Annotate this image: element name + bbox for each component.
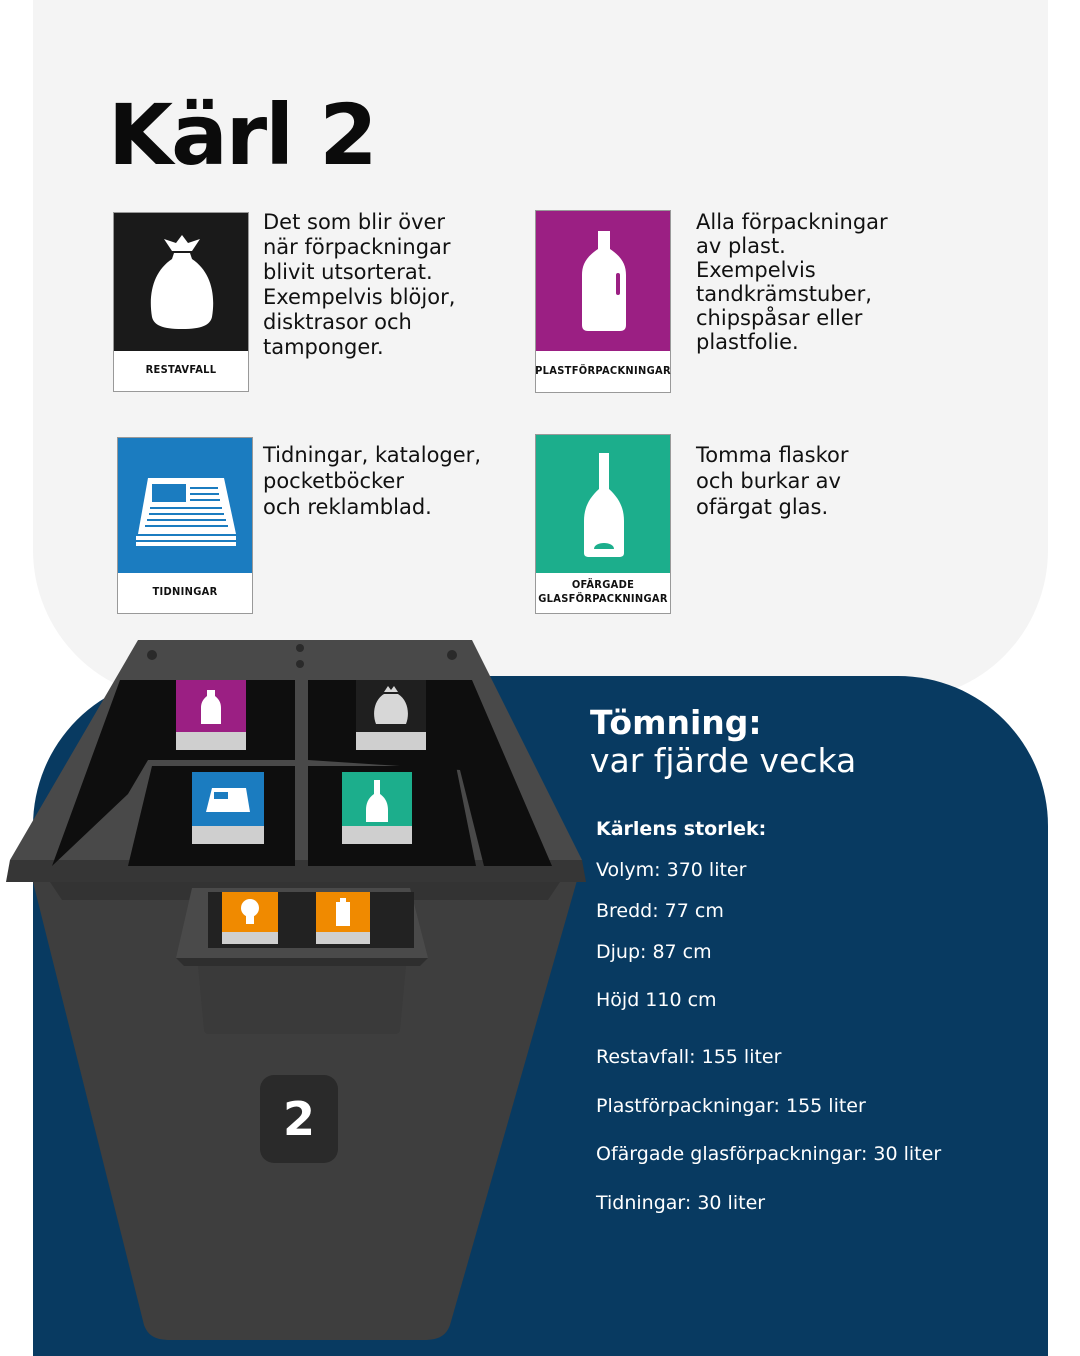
- sign-label: OFÄRGADE GLASFÖRPACKNINGAR: [538, 578, 668, 605]
- sign-plastforpackningar: [535, 210, 671, 393]
- trash-bag-icon: [114, 213, 248, 351]
- sign-label: TIDNINGAR: [152, 585, 218, 598]
- capacity-restavfall: Restavfall: 155 liter: [596, 1046, 782, 1068]
- newspaper-icon: [118, 438, 252, 573]
- bin-number: 2: [282, 1092, 315, 1146]
- sign-label: RESTAVFALL: [145, 363, 217, 376]
- size-heading: Kärlens storlek:: [596, 818, 767, 840]
- emptying-frequency: var fjärde vecka: [590, 741, 857, 780]
- emptying-heading: [590, 704, 856, 780]
- description-tidningar: Tidningar, kataloger, pocketböcker och reklamblad.: [263, 443, 481, 519]
- capacity-plastforpackningar: Plastförpackningar: 155 liter: [596, 1095, 866, 1117]
- sign-tidningar: [117, 437, 253, 614]
- emptying-title: Tömning:: [590, 703, 762, 742]
- size-depth: Djup: 87 cm: [596, 941, 712, 963]
- description-restavfall: Det som blir över när förpackningar blivit utsorterat. Exempelvis blöjor, disktrasor och tamponger.: [263, 210, 456, 359]
- size-height: Höjd 110 cm: [596, 989, 717, 1011]
- description-plastforpackningar: Alla förpackningar av plast. Exempelvis tandkrämstuber, chipspåsar eller plastfolie.: [696, 210, 888, 354]
- capacity-ofargade-glas: Ofärgade glasförpackningar: 30 liter: [596, 1143, 942, 1165]
- capacity-tidningar: Tidningar: 30 liter: [596, 1192, 766, 1214]
- description-ofargade-glasforpackningar: Tomma flaskor och burkar av ofärgat glas.: [696, 443, 849, 519]
- plastic-bottle-icon: [536, 211, 670, 351]
- size-width: Bredd: 77 cm: [596, 900, 724, 922]
- sign-label: PLASTFÖRPACKNINGAR: [535, 364, 671, 377]
- size-volume: Volym: 370 liter: [596, 859, 747, 881]
- sign-ofargade-glasforpackningar: [535, 434, 671, 614]
- glass-bottle-icon: [536, 435, 670, 573]
- sign-restavfall: [113, 212, 249, 392]
- waste-bin-illustration: [0, 620, 600, 1350]
- page-title: Kärl 2: [108, 86, 376, 184]
